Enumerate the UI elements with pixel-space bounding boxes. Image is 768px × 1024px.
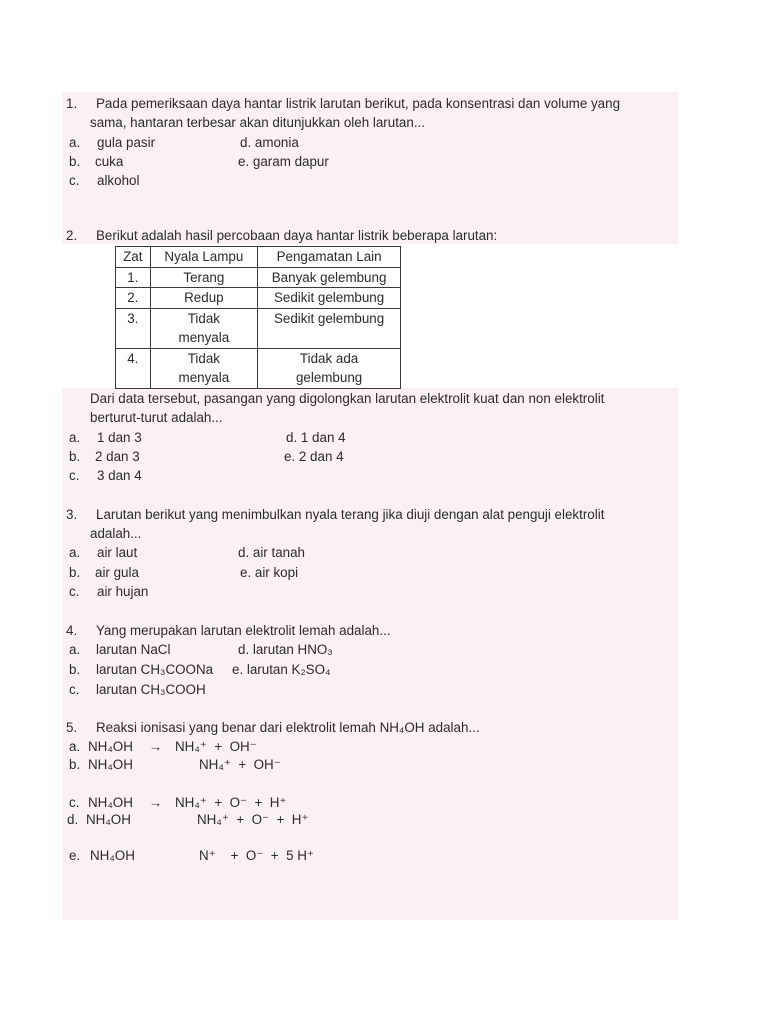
equation-reactant: NH₄OH xyxy=(90,848,135,863)
table-header: Nyala Lampu xyxy=(150,247,258,268)
option-d: d. 1 dan 4 xyxy=(286,430,346,445)
table-cell: Terang xyxy=(150,267,258,288)
table-cell: Sedikit gelembung xyxy=(258,308,401,348)
option-b: cuka xyxy=(95,154,124,169)
table-cell: 1. xyxy=(116,267,151,288)
option-c: 3 dan 4 xyxy=(97,468,142,483)
option-label: a. xyxy=(69,430,81,445)
table-cell: Tidak menyala xyxy=(150,308,258,348)
table-cell: 4. xyxy=(116,348,151,388)
arrow-icon: → xyxy=(149,795,163,810)
table-cell: 2. xyxy=(116,288,151,309)
equation-products: N⁺ + O⁻ + 5 H⁺ xyxy=(199,848,314,863)
option-a: 1 dan 3 xyxy=(97,430,142,445)
option-label: b. xyxy=(69,154,81,169)
question-text: Berikut adalah hasil percobaan daya hantar listrik beberapa larutan: xyxy=(96,228,498,243)
option-label: c. xyxy=(69,584,80,599)
table-row xyxy=(116,267,401,288)
equation-products: NH₄⁺ + O⁻ + H⁺ xyxy=(175,795,287,810)
option-c: air hujan xyxy=(97,584,149,599)
table-cell: Redup xyxy=(150,288,258,309)
option-b: larutan CH₃COONa xyxy=(96,662,214,677)
equation-reactant: NH₄OH xyxy=(88,757,133,772)
option-e: e. air kopi xyxy=(240,565,299,580)
option-label: b. xyxy=(69,757,81,772)
option-c: alkohol xyxy=(97,173,140,188)
option-label: a. xyxy=(69,135,81,150)
table-cell: Tidak ada gelembung xyxy=(258,348,401,388)
question-number: 3. xyxy=(66,507,78,522)
equation-products: NH₄⁺ + O⁻ + H⁺ xyxy=(197,812,309,827)
question-text: Larutan berikut yang menimbulkan nyala terang jika diuji dengan alat penguji elektrolit xyxy=(96,507,605,522)
equation-products: NH₄⁺ + OH⁻ xyxy=(199,757,281,772)
table-cell: Banyak gelembung xyxy=(258,267,401,288)
option-label: a. xyxy=(69,545,81,560)
option-label: a. xyxy=(69,739,81,754)
question-text: Yang merupakan larutan elektrolit lemah adalah... xyxy=(96,623,391,638)
option-a: larutan NaCl xyxy=(96,642,171,657)
option-label: d. xyxy=(67,812,79,827)
equation-products: NH₄⁺ + OH⁻ xyxy=(175,739,257,754)
option-b: air gula xyxy=(95,565,139,580)
option-e: e. larutan K₂SO₄ xyxy=(232,662,331,677)
option-b: 2 dan 3 xyxy=(95,449,140,464)
option-label: b. xyxy=(69,565,81,580)
table-row xyxy=(116,288,401,309)
question-number: 2. xyxy=(66,228,78,243)
option-a: gula pasir xyxy=(97,135,156,150)
equation-reactant: NH₄OH xyxy=(88,795,133,810)
option-label: a. xyxy=(69,642,81,657)
option-label: b. xyxy=(69,662,81,677)
table-row xyxy=(116,308,401,348)
question-text: sama, hantaran terbesar akan ditunjukkan oleh larutan... xyxy=(90,115,425,130)
option-a: air laut xyxy=(97,545,138,560)
option-label: c. xyxy=(69,795,80,810)
question-text: Pada pemeriksaan daya hantar listrik larutan berikut, pada konsentrasi dan volume yang xyxy=(96,96,621,111)
option-d: d. amonia xyxy=(240,135,299,150)
option-label: e. xyxy=(69,848,81,863)
option-c: larutan CH₃COOH xyxy=(96,682,206,697)
option-e: e. garam dapur xyxy=(238,154,329,169)
question-number: 1. xyxy=(66,96,78,111)
option-d: d. larutan HNO₃ xyxy=(238,642,333,657)
table-header: Zat xyxy=(116,247,151,268)
option-d: d. air tanah xyxy=(238,545,305,560)
option-e: e. 2 dan 4 xyxy=(284,449,344,464)
arrow-icon: → xyxy=(149,739,163,754)
option-label: b. xyxy=(69,449,81,464)
observation-table xyxy=(115,246,401,389)
question-number: 5. xyxy=(66,720,78,735)
option-label: c. xyxy=(69,468,80,483)
question-text: adalah... xyxy=(90,526,142,541)
question-number: 4. xyxy=(66,623,78,638)
question-text: Reaksi ionisasi yang benar dari elektrolit lemah NH₄OH adalah... xyxy=(96,720,480,735)
table-header: Pengamatan Lain xyxy=(258,247,401,268)
equation-reactant: NH₄OH xyxy=(88,739,133,754)
option-label: c. xyxy=(69,682,80,697)
option-label: c. xyxy=(69,173,80,188)
table-cell: Sedikit gelembung xyxy=(258,288,401,309)
table-row xyxy=(116,348,401,388)
question-text: berturut-turut adalah... xyxy=(90,410,223,425)
question-text: Dari data tersebut, pasangan yang digolongkan larutan elektrolit kuat dan non elektrolit xyxy=(90,391,605,406)
table-header-row xyxy=(116,247,401,268)
equation-reactant: NH₄OH xyxy=(86,812,131,827)
table-cell: Tidak menyala xyxy=(150,348,258,388)
table-cell: 3. xyxy=(116,308,151,348)
